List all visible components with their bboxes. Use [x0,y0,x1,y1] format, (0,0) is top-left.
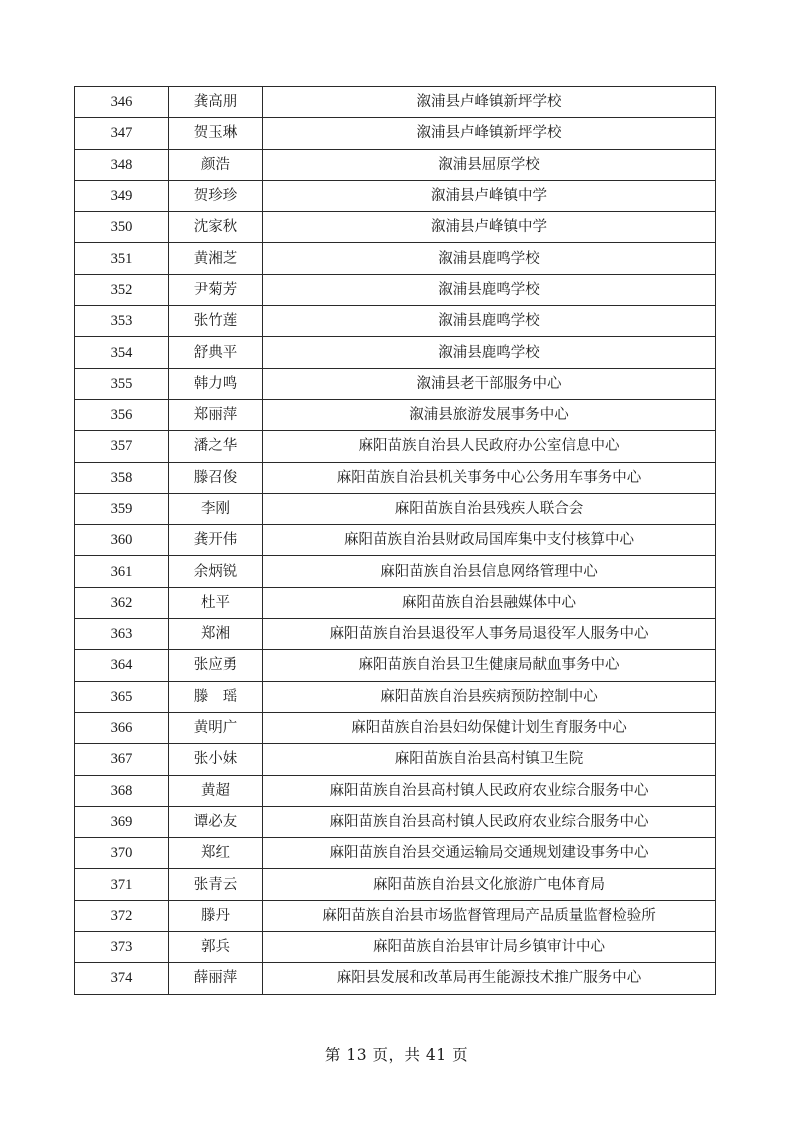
organization-cell: 麻阳苗族自治县残疾人联合会 [263,493,716,524]
name-cell: 余炳锐 [169,556,263,587]
name-cell: 黄湘芝 [169,243,263,274]
row-number-cell: 367 [75,744,169,775]
row-number-cell: 370 [75,838,169,869]
organization-cell: 麻阳苗族自治县市场监督管理局产品质量监督检验所 [263,900,716,931]
name-cell: 郑丽萍 [169,399,263,430]
table-row [75,212,716,243]
row-number-cell: 357 [75,431,169,462]
name-cell: 杜平 [169,587,263,618]
name-cell: 郭兵 [169,932,263,963]
organization-cell: 麻阳苗族自治县信息网络管理中心 [263,556,716,587]
table-row [75,712,716,743]
organization-cell: 麻阳苗族自治县疾病预防控制中心 [263,681,716,712]
organization-cell: 溆浦县屈原学校 [263,149,716,180]
table-row [75,681,716,712]
table-row [75,431,716,462]
table-row [75,775,716,806]
roster-table-body [75,87,716,995]
organization-cell: 麻阳苗族自治县退役军人事务局退役军人服务中心 [263,619,716,650]
row-number-cell: 348 [75,149,169,180]
table-row [75,243,716,274]
organization-cell: 麻阳苗族自治县文化旅游广电体育局 [263,869,716,900]
organization-cell: 麻阳苗族自治县交通运输局交通规划建设事务中心 [263,838,716,869]
organization-cell: 麻阳苗族自治县妇幼保健计划生育服务中心 [263,712,716,743]
row-number-cell: 360 [75,525,169,556]
organization-cell: 溆浦县老干部服务中心 [263,368,716,399]
name-cell: 韩力鸣 [169,368,263,399]
organization-cell: 溆浦县鹿鸣学校 [263,274,716,305]
table-row [75,118,716,149]
table-row [75,180,716,211]
organization-cell: 溆浦县卢峰镇中学 [263,212,716,243]
table-row [75,587,716,618]
name-cell: 滕召俊 [169,462,263,493]
organization-cell: 溆浦县卢峰镇新坪学校 [263,118,716,149]
table-row [75,744,716,775]
row-number-cell: 349 [75,180,169,211]
name-cell: 龚高朋 [169,87,263,118]
row-number-cell: 369 [75,806,169,837]
row-number-cell: 358 [75,462,169,493]
name-cell: 潘之华 [169,431,263,462]
name-cell: 滕 瑶 [169,681,263,712]
row-number-cell: 354 [75,337,169,368]
name-cell: 李刚 [169,493,263,524]
row-number-cell: 351 [75,243,169,274]
row-number-cell: 352 [75,274,169,305]
table-row [75,900,716,931]
row-number-cell: 361 [75,556,169,587]
table-row [75,556,716,587]
organization-cell: 麻阳苗族自治县高村镇卫生院 [263,744,716,775]
organization-cell: 溆浦县卢峰镇新坪学校 [263,87,716,118]
name-cell: 舒典平 [169,337,263,368]
organization-cell: 溆浦县旅游发展事务中心 [263,399,716,430]
row-number-cell: 366 [75,712,169,743]
organization-cell: 溆浦县鹿鸣学校 [263,306,716,337]
table-row [75,87,716,118]
table-row [75,963,716,994]
organization-cell: 麻阳苗族自治县人民政府办公室信息中心 [263,431,716,462]
roster-table [74,86,716,995]
table-row [75,149,716,180]
row-number-cell: 359 [75,493,169,524]
name-cell: 薛丽萍 [169,963,263,994]
table-row [75,619,716,650]
name-cell: 张应勇 [169,650,263,681]
organization-cell: 溆浦县鹿鸣学校 [263,243,716,274]
row-number-cell: 373 [75,932,169,963]
row-number-cell: 363 [75,619,169,650]
row-number-cell: 371 [75,869,169,900]
organization-cell: 麻阳苗族自治县卫生健康局献血事务中心 [263,650,716,681]
row-number-cell: 365 [75,681,169,712]
name-cell: 滕丹 [169,900,263,931]
table-row [75,493,716,524]
row-number-cell: 356 [75,399,169,430]
row-number-cell: 347 [75,118,169,149]
table-row [75,650,716,681]
name-cell: 黄明广 [169,712,263,743]
row-number-cell: 350 [75,212,169,243]
name-cell: 张青云 [169,869,263,900]
organization-cell: 麻阳苗族自治县高村镇人民政府农业综合服务中心 [263,775,716,806]
organization-cell: 麻阳苗族自治县高村镇人民政府农业综合服务中心 [263,806,716,837]
organization-cell: 溆浦县鹿鸣学校 [263,337,716,368]
organization-cell: 麻阳苗族自治县机关事务中心公务用车事务中心 [263,462,716,493]
row-number-cell: 346 [75,87,169,118]
name-cell: 郑湘 [169,619,263,650]
table-row [75,932,716,963]
table-row [75,806,716,837]
name-cell: 颜浩 [169,149,263,180]
row-number-cell: 355 [75,368,169,399]
organization-cell: 麻阳县发展和改革局再生能源技术推广服务中心 [263,963,716,994]
name-cell: 沈家秋 [169,212,263,243]
table-row [75,399,716,430]
page-number-footer: 第 13 页，共 41 页 [324,1046,469,1064]
row-number-cell: 372 [75,900,169,931]
table-row [75,525,716,556]
row-number-cell: 364 [75,650,169,681]
name-cell: 谭必友 [169,806,263,837]
row-number-cell: 368 [75,775,169,806]
name-cell: 龚开伟 [169,525,263,556]
organization-cell: 溆浦县卢峰镇中学 [263,180,716,211]
table-row [75,462,716,493]
row-number-cell: 362 [75,587,169,618]
name-cell: 黄超 [169,775,263,806]
table-row [75,368,716,399]
name-cell: 张小妹 [169,744,263,775]
organization-cell: 麻阳苗族自治县财政局国库集中支付核算中心 [263,525,716,556]
name-cell: 尹菊芳 [169,274,263,305]
table-row [75,306,716,337]
row-number-cell: 353 [75,306,169,337]
name-cell: 张竹莲 [169,306,263,337]
organization-cell: 麻阳苗族自治县审计局乡镇审计中心 [263,932,716,963]
table-row [75,869,716,900]
row-number-cell: 374 [75,963,169,994]
name-cell: 贺玉琳 [169,118,263,149]
table-row [75,274,716,305]
name-cell: 郑红 [169,838,263,869]
table-row [75,838,716,869]
name-cell: 贺珍珍 [169,180,263,211]
organization-cell: 麻阳苗族自治县融媒体中心 [263,587,716,618]
table-row [75,337,716,368]
